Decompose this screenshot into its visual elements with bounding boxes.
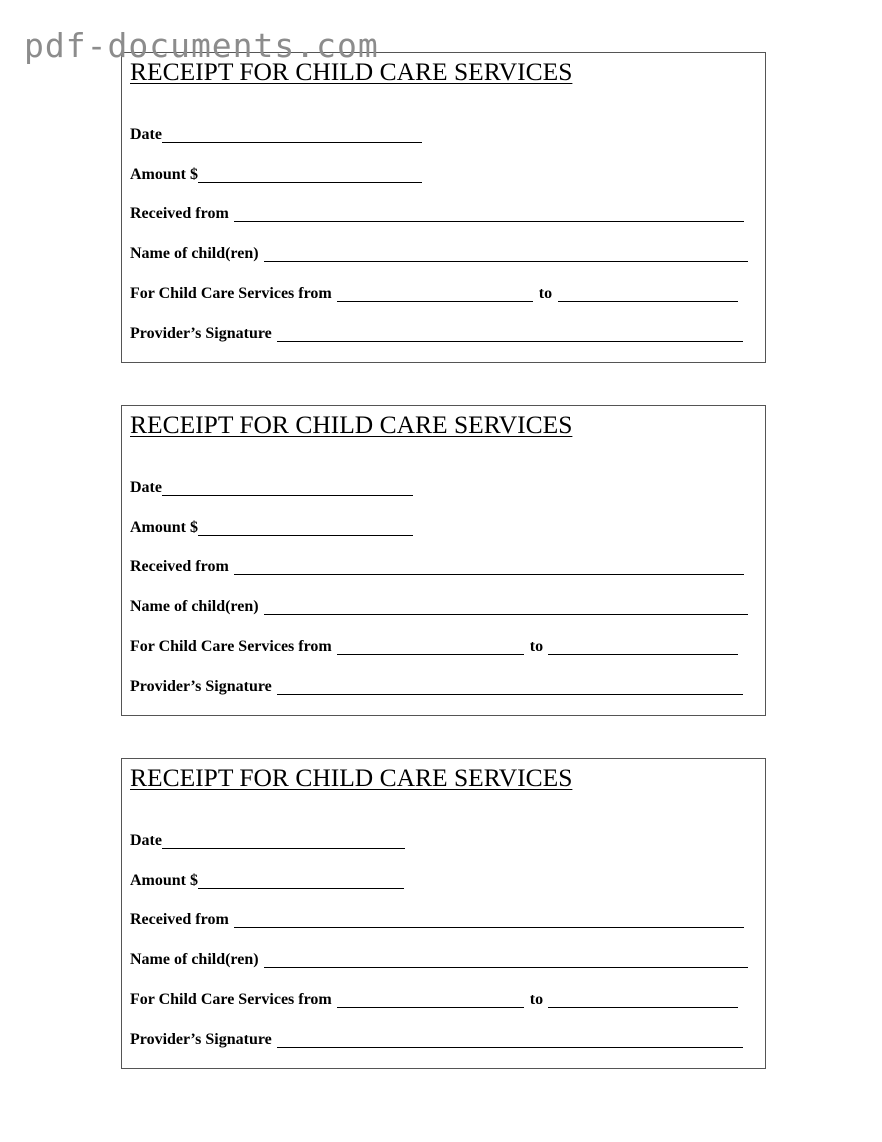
signature-label: Provider’s Signature [130,678,272,695]
amount-line[interactable] [198,887,404,889]
services-field [130,635,738,657]
signature-label: Provider’s Signature [130,325,272,342]
signature-line[interactable] [277,1046,743,1048]
received-from-line[interactable] [234,573,744,575]
children-label: Name of child(ren) [130,598,259,615]
services-field [130,282,738,304]
to-label: to [529,991,544,1008]
date-line[interactable] [162,494,413,496]
amount-label: Amount $ [130,519,199,536]
date-field [130,829,405,851]
signature-field [130,1028,743,1050]
children-field [130,948,748,970]
amount-line[interactable] [198,181,422,183]
to-label: to [538,285,553,302]
services-from-line[interactable] [337,653,524,655]
received-from-field [130,555,744,577]
received-from-line[interactable] [234,220,744,222]
receipt-form [121,758,766,1069]
received-from-field [130,202,744,224]
signature-line[interactable] [277,693,743,695]
received-from-field [130,908,744,930]
children-field [130,242,748,264]
receipt-form [121,405,766,716]
watermark-text: pdf-documents.com [24,26,379,65]
amount-field [130,869,404,891]
received-from-label: Received from [130,205,229,222]
date-label: Date [130,832,162,849]
received-from-label: Received from [130,558,229,575]
received-from-line[interactable] [234,926,744,928]
date-field [130,476,413,498]
signature-field [130,322,743,344]
children-line[interactable] [264,966,748,968]
to-label: to [529,638,544,655]
children-field [130,595,748,617]
amount-field [130,516,413,538]
services-to-line[interactable] [548,653,738,655]
date-field [130,123,422,145]
services-from-label: For Child Care Services from [130,638,332,655]
services-from-label: For Child Care Services from [130,991,332,1008]
services-field [130,988,738,1010]
amount-label: Amount $ [130,872,199,889]
children-label: Name of child(ren) [130,245,259,262]
received-from-label: Received from [130,911,229,928]
services-from-line[interactable] [337,300,533,302]
amount-line[interactable] [198,534,413,536]
receipt-title: RECEIPT FOR CHILD CARE SERVICES [130,763,573,792]
date-label: Date [130,479,162,496]
receipt-title: RECEIPT FOR CHILD CARE SERVICES [130,410,573,439]
services-to-line[interactable] [558,300,738,302]
children-label: Name of child(ren) [130,951,259,968]
signature-line[interactable] [277,340,743,342]
services-to-line[interactable] [548,1006,738,1008]
receipt-form [121,52,766,363]
signature-field [130,675,743,697]
services-from-line[interactable] [337,1006,524,1008]
children-line[interactable] [264,613,748,615]
receipt-title: RECEIPT FOR CHILD CARE SERVICES [130,57,573,86]
children-line[interactable] [264,260,748,262]
signature-label: Provider’s Signature [130,1031,272,1048]
amount-field [130,163,422,185]
date-label: Date [130,126,162,143]
amount-label: Amount $ [130,166,199,183]
date-line[interactable] [162,141,422,143]
date-line[interactable] [162,847,405,849]
services-from-label: For Child Care Services from [130,285,332,302]
